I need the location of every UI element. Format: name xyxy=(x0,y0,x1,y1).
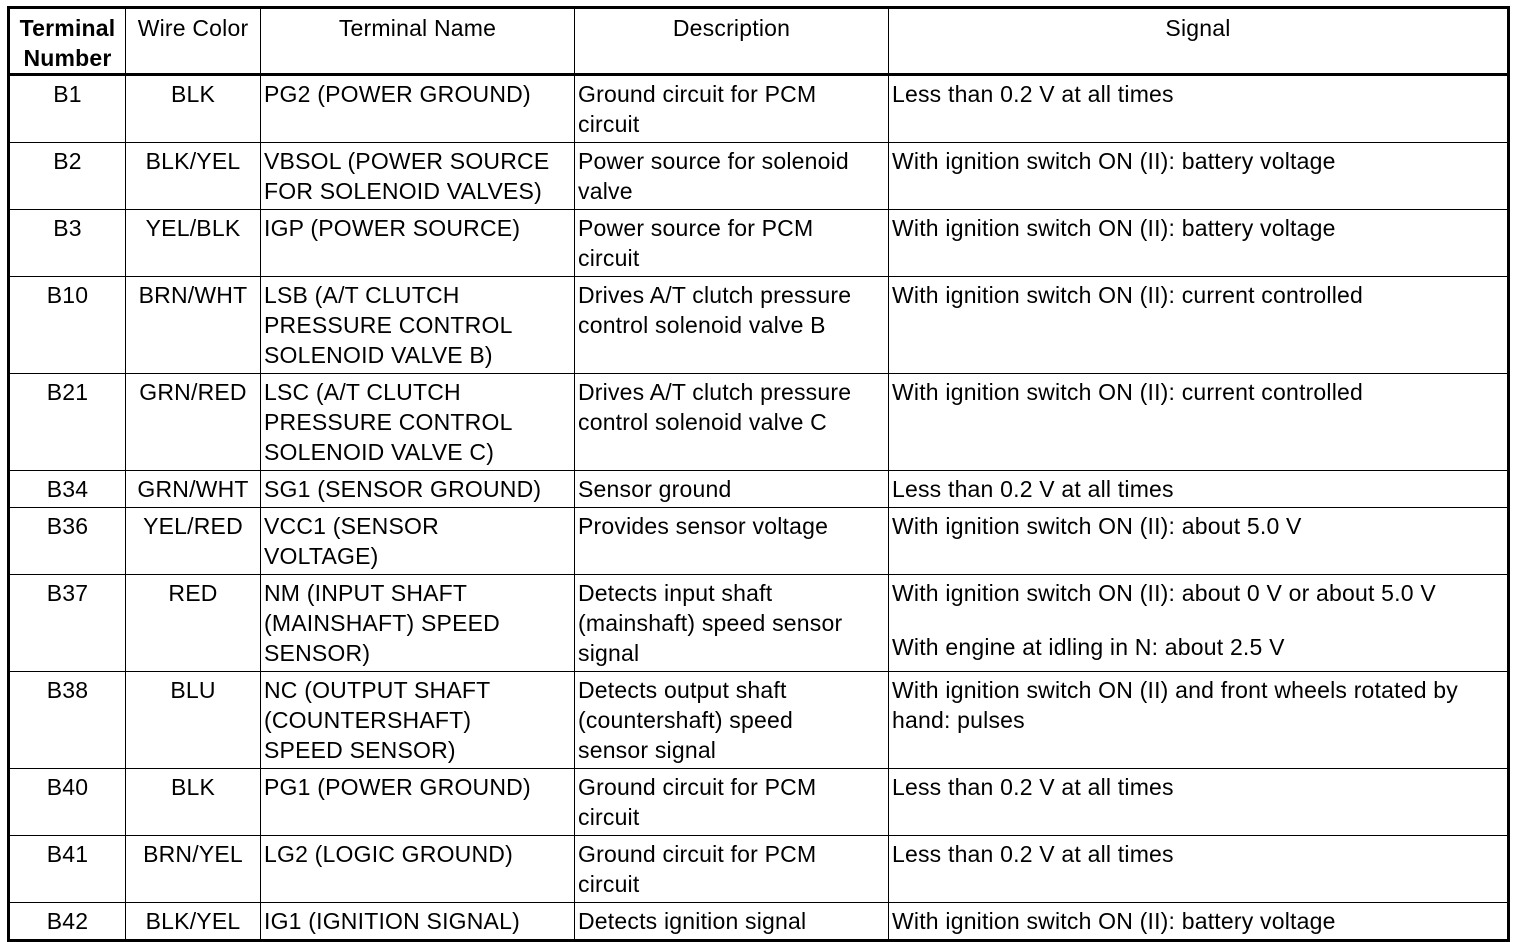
signal-line: With ignition switch ON (II): about 5.0 V xyxy=(892,513,1302,539)
cell-wire-color xyxy=(126,471,261,508)
cell-terminal-number xyxy=(9,836,126,903)
terminal-name-line: SOLENOID VALVE C) xyxy=(264,439,495,465)
table-row xyxy=(9,769,1509,836)
signal-line: hand: pulses xyxy=(892,707,1025,733)
table-row xyxy=(9,508,1509,575)
terminal-name-line: (MAINSHAFT) SPEED xyxy=(264,610,500,636)
description-line: sensor signal xyxy=(578,737,717,763)
wire-color-text: RED xyxy=(168,580,218,606)
terminal-number-text: B2 xyxy=(53,148,82,174)
header-wire-color xyxy=(126,8,261,75)
description-line: Ground circuit for PCM xyxy=(578,774,817,800)
header-wire-color-label: Wire Color xyxy=(137,15,249,41)
wire-color-text: BLU xyxy=(170,677,216,703)
cell-terminal-number xyxy=(9,75,126,143)
cell-wire-color xyxy=(126,903,261,941)
cell-signal xyxy=(889,374,1509,471)
cell-terminal-name xyxy=(261,277,575,374)
description-line: Power source for solenoid xyxy=(578,148,849,174)
description-line: Ground circuit for PCM xyxy=(578,841,817,867)
cell-wire-color xyxy=(126,210,261,277)
cell-terminal-number xyxy=(9,143,126,210)
terminal-number-text: B10 xyxy=(46,282,89,308)
cell-description xyxy=(575,374,889,471)
cell-terminal-name xyxy=(261,143,575,210)
cell-signal xyxy=(889,508,1509,575)
cell-terminal-name xyxy=(261,374,575,471)
wire-color-text: BLK xyxy=(170,774,216,800)
cell-signal xyxy=(889,836,1509,903)
terminal-name-line: FOR SOLENOID VALVES) xyxy=(264,178,542,204)
wire-color-text: BRN/WHT xyxy=(138,282,248,308)
terminal-number-text: B1 xyxy=(53,81,82,107)
table-row xyxy=(9,903,1509,941)
header-description-label: Description xyxy=(672,15,791,41)
signal-line: With ignition switch ON (II): current controlled xyxy=(892,379,1364,405)
wire-color-text: YEL/RED xyxy=(143,513,243,539)
description-line: Detects output shaft xyxy=(578,677,787,703)
description-line: Sensor ground xyxy=(578,476,732,502)
description-line: control solenoid valve B xyxy=(578,312,826,338)
cell-description xyxy=(575,836,889,903)
wire-color-text: BLK/YEL xyxy=(145,908,241,934)
cell-terminal-number xyxy=(9,769,126,836)
signal-line: With ignition switch ON (II) and front wheels rotated by xyxy=(892,677,1458,703)
description-line: Detects ignition signal xyxy=(578,908,807,934)
cell-wire-color xyxy=(126,508,261,575)
cell-wire-color xyxy=(126,143,261,210)
cell-description xyxy=(575,471,889,508)
terminal-number-text: B37 xyxy=(46,580,89,606)
cell-signal xyxy=(889,143,1509,210)
cell-wire-color xyxy=(126,836,261,903)
cell-terminal-number xyxy=(9,277,126,374)
terminal-name-line: LSC (A/T CLUTCH xyxy=(264,379,461,405)
wire-color-text: YEL/BLK xyxy=(145,215,241,241)
cell-terminal-number xyxy=(9,672,126,769)
terminal-name-line: SPEED SENSOR) xyxy=(264,737,456,763)
terminal-name-line: NM (INPUT SHAFT xyxy=(264,580,468,606)
signal-line: With ignition switch ON (II): battery voltage xyxy=(892,215,1336,241)
cell-terminal-name xyxy=(261,769,575,836)
cell-terminal-number xyxy=(9,903,126,941)
terminal-name-line: IGP (POWER SOURCE) xyxy=(264,215,521,241)
signal-line: Less than 0.2 V at all times xyxy=(892,81,1174,107)
cell-signal xyxy=(889,769,1509,836)
table-row xyxy=(9,143,1509,210)
table-row xyxy=(9,471,1509,508)
terminal-name-line: IG1 (IGNITION SIGNAL) xyxy=(264,908,520,934)
signal-line: With ignition switch ON (II): battery voltage xyxy=(892,908,1336,934)
signal-line: Less than 0.2 V at all times xyxy=(892,774,1174,800)
table-row xyxy=(9,277,1509,374)
cell-terminal-number xyxy=(9,508,126,575)
description-line: Provides sensor voltage xyxy=(578,513,829,539)
terminal-name-line: VCC1 (SENSOR xyxy=(264,513,439,539)
cell-signal xyxy=(889,210,1509,277)
table-row xyxy=(9,836,1509,903)
terminal-number-text: B36 xyxy=(46,513,89,539)
cell-terminal-number xyxy=(9,210,126,277)
cell-terminal-name xyxy=(261,471,575,508)
terminal-name-line: LG2 (LOGIC GROUND) xyxy=(264,841,513,867)
cell-description xyxy=(575,672,889,769)
terminal-name-line: PRESSURE CONTROL xyxy=(264,409,513,435)
cell-description xyxy=(575,210,889,277)
terminal-name-line: PRESSURE CONTROL xyxy=(264,312,513,338)
table-body xyxy=(9,75,1509,941)
description-line: Power source for PCM xyxy=(578,215,814,241)
cell-terminal-number xyxy=(9,575,126,672)
terminal-name-line: SENSOR) xyxy=(264,640,371,666)
description-line: Drives A/T clutch pressure xyxy=(578,379,852,405)
description-line: circuit xyxy=(578,245,640,271)
cell-description xyxy=(575,903,889,941)
cell-description xyxy=(575,75,889,143)
table-header-row xyxy=(9,8,1509,75)
terminal-number-text: B21 xyxy=(46,379,89,405)
cell-description xyxy=(575,508,889,575)
description-line: Ground circuit for PCM xyxy=(578,81,817,107)
header-terminal-name xyxy=(261,8,575,75)
cell-wire-color xyxy=(126,277,261,374)
wire-color-text: BRN/YEL xyxy=(143,841,243,867)
cell-wire-color xyxy=(126,575,261,672)
cell-terminal-number xyxy=(9,471,126,508)
terminal-number-text: B38 xyxy=(46,677,89,703)
signal-line: With ignition switch ON (II): about 0 V or about 5.0 V xyxy=(892,580,1436,606)
signal-line: With engine at idling in N: about 2.5 V xyxy=(892,634,1285,660)
cell-signal xyxy=(889,672,1509,769)
description-line: control solenoid valve C xyxy=(578,409,827,435)
header-signal xyxy=(889,8,1509,75)
cell-terminal-name xyxy=(261,903,575,941)
wire-color-text: GRN/WHT xyxy=(137,476,249,502)
header-description xyxy=(575,8,889,75)
wire-color-text: GRN/RED xyxy=(139,379,247,405)
cell-signal xyxy=(889,277,1509,374)
terminal-number-text: B3 xyxy=(53,215,82,241)
cell-signal xyxy=(889,471,1509,508)
table-row xyxy=(9,210,1509,277)
terminal-name-line: PG1 (POWER GROUND) xyxy=(264,774,531,800)
terminal-number-text: B41 xyxy=(46,841,89,867)
table-row xyxy=(9,374,1509,471)
description-line: Detects input shaft xyxy=(578,580,773,606)
description-line: Drives A/T clutch pressure xyxy=(578,282,852,308)
cell-description xyxy=(575,143,889,210)
header-terminal-number xyxy=(9,8,126,75)
cell-wire-color xyxy=(126,769,261,836)
table-row xyxy=(9,75,1509,143)
cell-wire-color xyxy=(126,672,261,769)
cell-terminal-name xyxy=(261,672,575,769)
wire-color-text: BLK/YEL xyxy=(145,148,241,174)
signal-line: With ignition switch ON (II): battery voltage xyxy=(892,148,1336,174)
signal-line: With ignition switch ON (II): current controlled xyxy=(892,282,1364,308)
description-line: (mainshaft) speed sensor xyxy=(578,610,843,636)
wire-color-text: BLK xyxy=(170,81,216,107)
terminal-name-line: (COUNTERSHAFT) xyxy=(264,707,472,733)
signal-line: Less than 0.2 V at all times xyxy=(892,841,1174,867)
terminal-name-line: PG2 (POWER GROUND) xyxy=(264,81,531,107)
cell-terminal-name xyxy=(261,508,575,575)
terminal-table xyxy=(7,6,1510,942)
description-line: (countershaft) speed xyxy=(578,707,793,733)
cell-terminal-number xyxy=(9,374,126,471)
cell-terminal-name xyxy=(261,210,575,277)
terminal-name-line: VBSOL (POWER SOURCE xyxy=(264,148,550,174)
header-terminal-number-label: Terminal Number xyxy=(19,15,116,71)
table-row xyxy=(9,575,1509,672)
cell-description xyxy=(575,575,889,672)
description-line: circuit xyxy=(578,871,640,897)
cell-wire-color xyxy=(126,374,261,471)
cell-description xyxy=(575,277,889,374)
terminal-number-text: B42 xyxy=(46,908,89,934)
cell-terminal-name xyxy=(261,75,575,143)
cell-terminal-name xyxy=(261,575,575,672)
terminal-name-line: NC (OUTPUT SHAFT xyxy=(264,677,491,703)
cell-wire-color xyxy=(126,75,261,143)
terminal-name-line: LSB (A/T CLUTCH xyxy=(264,282,460,308)
header-terminal-name-label: Terminal Name xyxy=(338,15,497,41)
description-line: signal xyxy=(578,640,640,666)
cell-signal xyxy=(889,75,1509,143)
terminal-name-line: SG1 (SENSOR GROUND) xyxy=(264,476,542,502)
terminal-number-text: B40 xyxy=(46,774,89,800)
terminal-number-text: B34 xyxy=(46,476,89,502)
cell-description xyxy=(575,769,889,836)
cell-signal xyxy=(889,903,1509,941)
cell-signal xyxy=(889,575,1509,672)
line-gap xyxy=(892,608,1504,632)
description-line: circuit xyxy=(578,111,640,137)
terminal-name-line: VOLTAGE) xyxy=(264,543,379,569)
cell-terminal-name xyxy=(261,836,575,903)
description-line: circuit xyxy=(578,804,640,830)
description-line: valve xyxy=(578,178,633,204)
terminal-name-line: SOLENOID VALVE B) xyxy=(264,342,493,368)
header-signal-label: Signal xyxy=(1165,15,1231,41)
signal-line: Less than 0.2 V at all times xyxy=(892,476,1174,502)
table-row xyxy=(9,672,1509,769)
